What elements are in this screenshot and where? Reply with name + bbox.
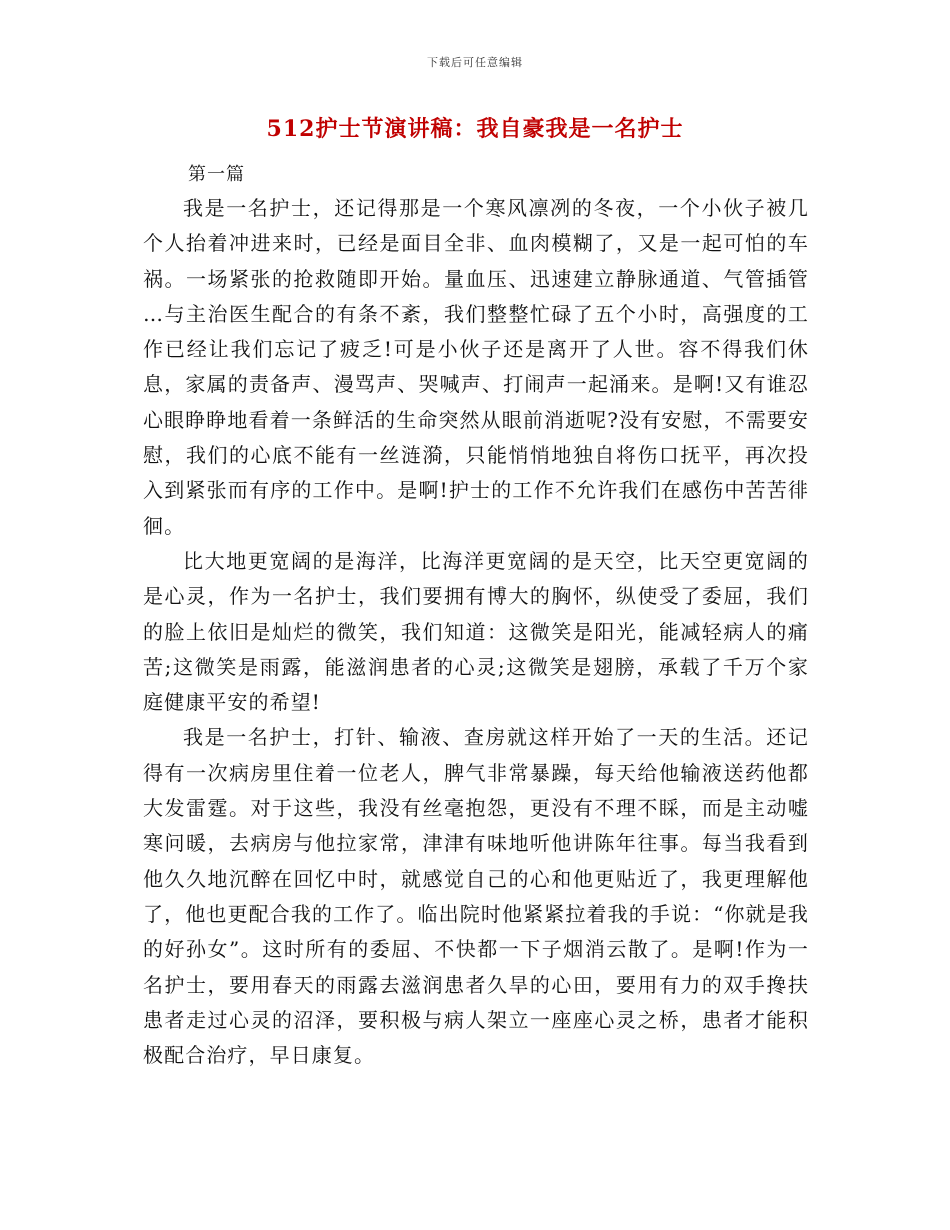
header-note: 下载后可任意编辑 — [427, 56, 523, 69]
paragraph-3: 我是一名护士，打针、输液、查房就这样开始了一天的生活。还记得有一次病房里住着一位老人，脾气非常暴躁，每天给他输液送药他都大发雷霆。对于这些，我没有丝毫抱怨，更没有不理不睬，而是主动嘘寒问暖，去病房与他拉家常，津津有味地听他讲陈年往事。每当我看到他久久地沉醉在回忆中时，就感觉自己的心和他更贴近了，我更理解他了，他也更配合我的工作了。临出院时他紧紧拉着我的手说：“你就是我的好孙女”。这时所有的委屈、不快都一下子烟消云散了。是啊!作为一名护士，要用春天的雨露去滋润患者久旱的心田，要用有力的双手搀扶患者走过心灵的沼泽，要积极与病人架立一座座心灵之桥，患者才能积极配合治疗，早日康复。 — [143, 725, 809, 1068]
page-title: 512护士节演讲稿：我自豪我是一名护士 — [266, 116, 684, 142]
body-text — [143, 191, 809, 1073]
section-heading: 第一篇 — [188, 164, 245, 185]
paragraph-2: 比大地更宽阔的是海洋，比海洋更宽阔的是天空，比天空更宽阔的是心灵，作为一名护士，我们要拥有博大的胸怀，纵使受了委屈，我们的脸上依旧是灿烂的微笑，我们知道：这微笑是阳光，能减轻病人的痛苦;这微笑是雨露，能滋润患者的心灵;这微笑是翅膀，承载了千万个家庭健康平安的希望! — [143, 548, 809, 715]
paragraph-1: 我是一名护士，还记得那是一个寒风凛冽的冬夜，一个小伙子被几个人抬着冲进来时，已经是面目全非、血肉模糊了，又是一起可怕的车祸。一场紧张的抢救随即开始。量血压、迅速建立静脉通道、气管插管 …与主治医生配合的有条不紊，我们整整忙碌了五个小时，高强度的工作已经让我们忘记了疲乏!可是小伙子还是离开了人世。容不得我们休息，家属的责备声、漫骂声、哭喊声、打闹声一起涌来。是啊!又有谁忍心眼睁睁地看着一条鲜活的生命突然从眼前消逝呢?没有安慰，不需要安慰，我们的心底不能有一丝涟漪，只能悄悄地独自将伤口抚平，再次投入到紧张而有序的工作中。是啊!护士的工作不允许我们在感伤中苦苦徘徊。 — [143, 196, 809, 538]
